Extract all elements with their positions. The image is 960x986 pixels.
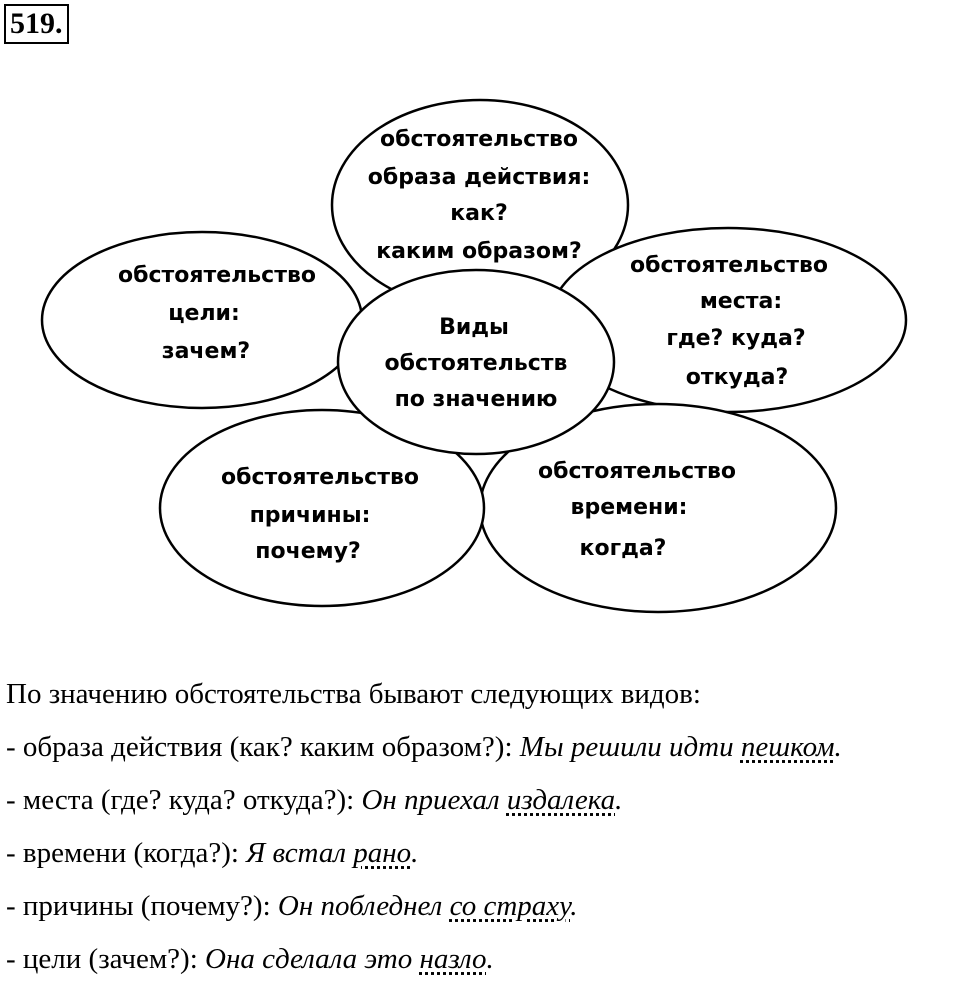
petal-place-question-2: откуда? <box>685 365 789 390</box>
petal-manner-question-2: каким образом? <box>376 239 582 264</box>
petal-time-question-1: когда? <box>579 536 667 561</box>
petal-purpose-question-1: зачем? <box>161 339 251 364</box>
petal-manner-label-2: образа действия: <box>367 165 591 190</box>
item-purpose <box>6 933 956 986</box>
item-end: . <box>411 837 419 869</box>
item-underlined-word: со страху <box>449 890 571 922</box>
petal-cause-label-1: обстоятельство <box>220 465 420 490</box>
item-place <box>6 774 956 827</box>
item-example: Она сделала это <box>205 943 420 975</box>
petal-cause-question-1: почему? <box>255 539 361 564</box>
item-end: . <box>615 784 623 816</box>
item-manner <box>6 721 956 774</box>
item-time <box>6 827 956 880</box>
petal-time-label-2: времени: <box>570 495 688 520</box>
item-underlined-word: пешком <box>740 731 835 763</box>
item-example: Он приехал <box>361 784 507 816</box>
petal-manner-question-1: как? <box>450 201 508 226</box>
petal-purpose-label-2: цели: <box>168 301 240 326</box>
item-underlined-word: издалека <box>506 784 616 816</box>
item-cause <box>6 880 956 933</box>
petal-place-label-1: обстоятельство <box>629 253 829 278</box>
petal-cause-label-2: причины: <box>249 503 371 528</box>
item-end: . <box>570 890 578 922</box>
item-prefix: - цели (зачем?): <box>6 943 206 975</box>
petal-purpose-label-1: обстоятельство <box>117 263 317 288</box>
item-example: Он побледнел <box>277 890 450 922</box>
explanation-text <box>6 668 956 986</box>
item-end: . <box>486 943 494 975</box>
item-prefix: - образа действия (как? каким образом?): <box>6 731 520 763</box>
intro-line: По значению обстоятельства бывают следующих видов: <box>6 678 701 710</box>
center-line-1: Виды <box>439 315 509 340</box>
item-prefix: - места (где? куда? откуда?): <box>6 784 362 816</box>
item-underlined-word: рано <box>353 837 412 869</box>
petal-manner-label-1: обстоятельство <box>379 127 579 152</box>
petal-place-label-2: места: <box>699 289 783 314</box>
item-end: . <box>834 731 842 763</box>
center-line-2: обстоятельств <box>384 351 568 376</box>
item-example: Мы решили идти <box>519 731 741 763</box>
center-line-3: по значению <box>394 387 558 412</box>
item-example: Я встал <box>246 837 354 869</box>
item-underlined-word: назло <box>419 943 487 975</box>
item-prefix: - причины (почему?): <box>6 890 278 922</box>
exercise-number: 519. <box>4 4 69 44</box>
petal-place-question-1: где? куда? <box>666 326 806 351</box>
petal-time-label-1: обстоятельство <box>537 459 737 484</box>
item-prefix: - времени (когда?): <box>6 837 247 869</box>
